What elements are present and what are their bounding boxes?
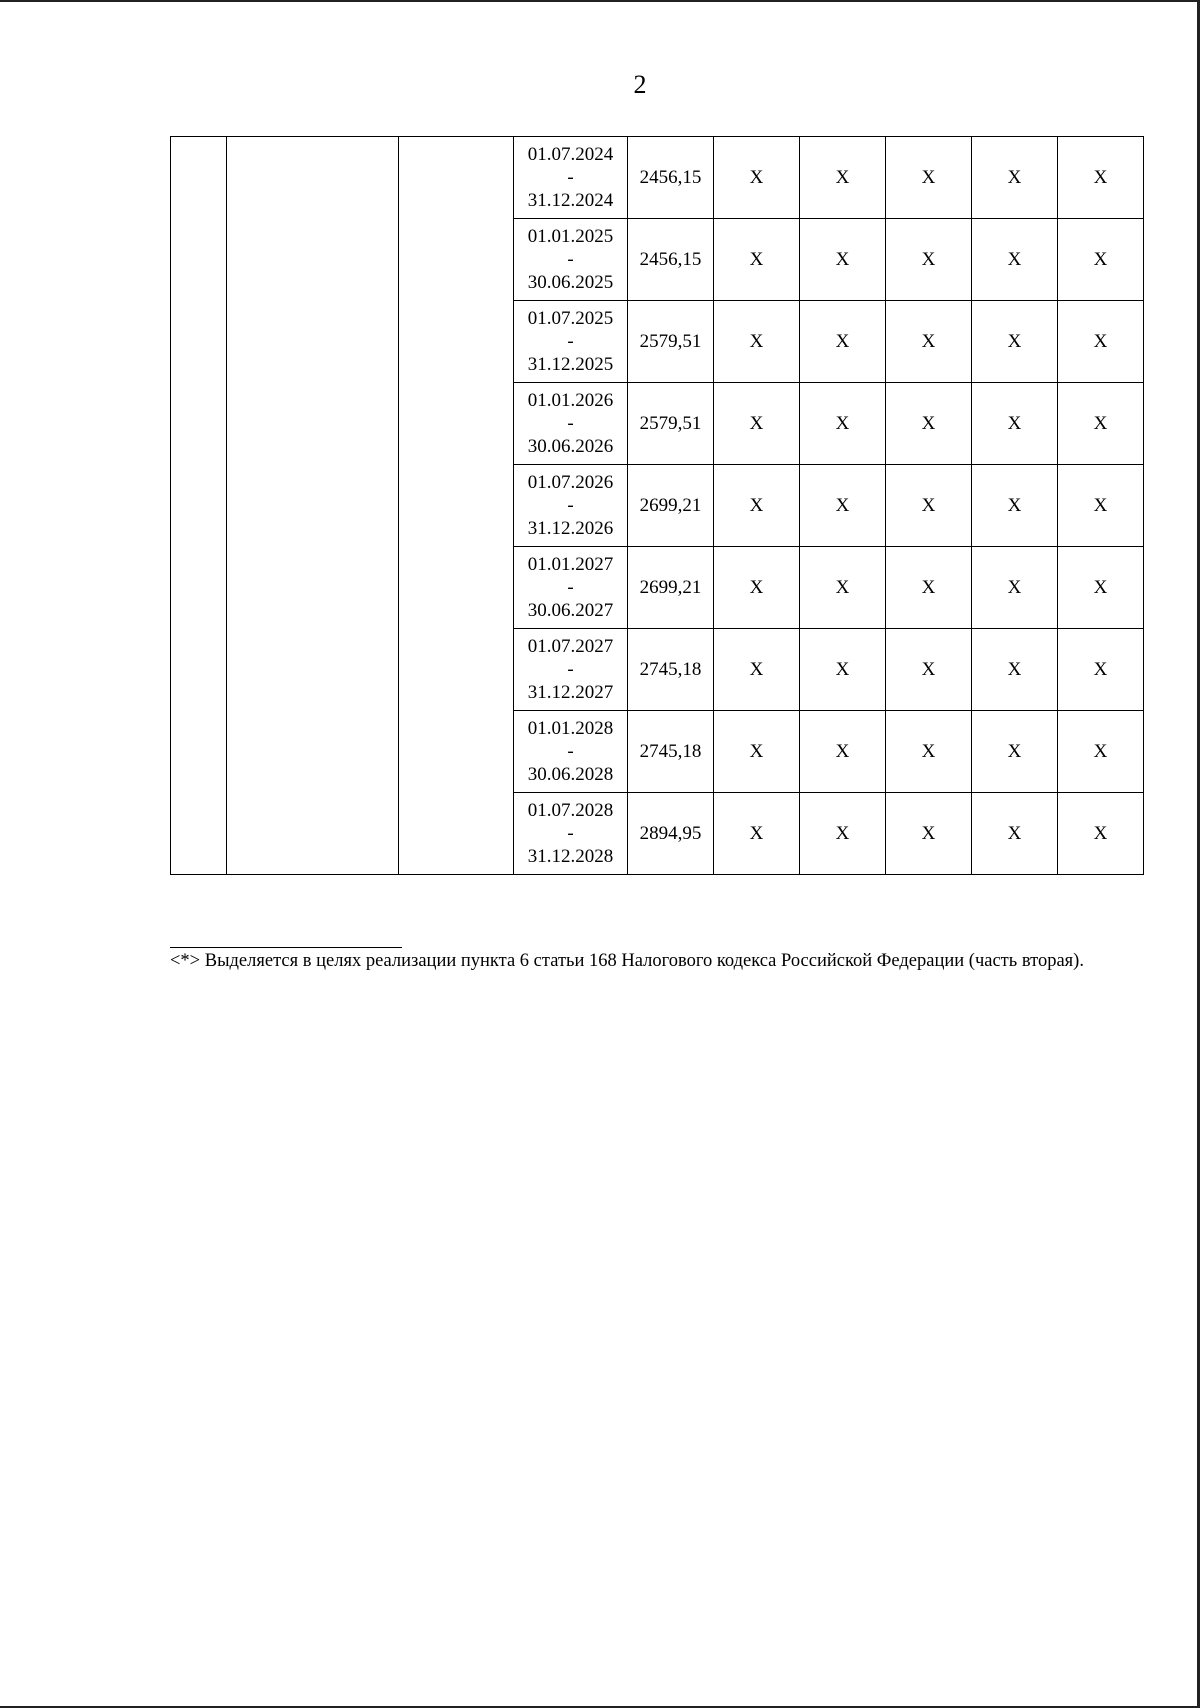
x-mark-cell: X	[972, 711, 1058, 793]
x-mark-cell: X	[714, 301, 800, 383]
x-mark-cell: X	[800, 137, 886, 219]
x-mark-cell: X	[1058, 793, 1144, 875]
period-end: 30.06.2026	[527, 436, 614, 457]
price-cell: 2699,21	[628, 547, 714, 629]
x-mark-cell: X	[886, 547, 972, 629]
x-mark-cell: X	[714, 547, 800, 629]
x-mark-cell: X	[800, 301, 886, 383]
x-mark-cell: X	[800, 219, 886, 301]
period-start: 01.01.2027	[527, 554, 614, 575]
dash: -	[567, 167, 574, 188]
x-mark-cell: X	[1058, 301, 1144, 383]
x-mark-cell: X	[886, 629, 972, 711]
footnote: <*> Выделяется в целях реализации пункта 6 статьи 168 Налогового кодекса Российской Федерации (часть вторая).	[170, 951, 1084, 971]
dash: -	[567, 823, 574, 844]
x-mark-cell: X	[714, 793, 800, 875]
x-mark-cell: X	[886, 219, 972, 301]
period-end: 30.06.2027	[527, 600, 614, 621]
price-cell: 2894,95	[628, 793, 714, 875]
period-start: 01.07.2025	[527, 308, 614, 329]
x-mark-cell: X	[714, 219, 800, 301]
price-cell: 2745,18	[628, 711, 714, 793]
dash: -	[567, 495, 574, 516]
dash: -	[567, 249, 574, 270]
price-cell: 2745,18	[628, 629, 714, 711]
page-number: 2	[633, 70, 647, 99]
x-mark-cell: X	[800, 547, 886, 629]
period-cell	[514, 547, 628, 629]
x-mark-cell: X	[1058, 219, 1144, 301]
x-mark-cell: X	[714, 629, 800, 711]
x-mark-cell: X	[714, 383, 800, 465]
price-cell: 2456,15	[628, 219, 714, 301]
x-mark-cell: X	[714, 137, 800, 219]
x-mark-cell: X	[714, 465, 800, 547]
dash: -	[567, 741, 574, 762]
x-mark-cell: X	[972, 629, 1058, 711]
x-mark-cell: X	[886, 793, 972, 875]
table-body	[171, 137, 1144, 875]
x-mark-cell: X	[800, 465, 886, 547]
x-mark-cell: X	[886, 711, 972, 793]
period-end: 31.12.2027	[527, 682, 614, 703]
x-mark-cell: X	[800, 629, 886, 711]
price-cell: 2699,21	[628, 465, 714, 547]
x-mark-cell: X	[972, 793, 1058, 875]
dash: -	[567, 577, 574, 598]
x-mark-cell: X	[800, 793, 886, 875]
x-mark-cell: X	[972, 137, 1058, 219]
period-end: 30.06.2025	[527, 272, 614, 293]
x-mark-cell: X	[1058, 711, 1144, 793]
period-start: 01.01.2028	[527, 718, 614, 739]
x-mark-cell: X	[800, 711, 886, 793]
period-end: 31.12.2028	[527, 846, 614, 867]
period-end: 30.06.2028	[527, 764, 614, 785]
x-mark-cell: X	[886, 137, 972, 219]
period-cell	[514, 301, 628, 383]
x-mark-cell: X	[972, 547, 1058, 629]
price-cell: 2579,51	[628, 383, 714, 465]
x-mark-cell: X	[972, 219, 1058, 301]
empty-cell-col1	[171, 137, 227, 875]
period-start: 01.07.2024	[527, 144, 614, 165]
price-cell: 2456,15	[628, 137, 714, 219]
dash: -	[567, 331, 574, 352]
period-cell	[514, 711, 628, 793]
period-end: 31.12.2025	[527, 354, 614, 375]
x-mark-cell: X	[1058, 465, 1144, 547]
period-start: 01.07.2027	[527, 636, 614, 657]
period-cell	[514, 793, 628, 875]
empty-cell-col3	[399, 137, 514, 875]
empty-cell-col2	[227, 137, 399, 875]
x-mark-cell: X	[1058, 547, 1144, 629]
period-cell	[514, 629, 628, 711]
period-cell	[514, 219, 628, 301]
x-mark-cell: X	[714, 711, 800, 793]
x-mark-cell: X	[886, 383, 972, 465]
footnote-separator	[170, 947, 402, 948]
period-start: 01.07.2026	[527, 472, 614, 493]
period-cell	[514, 383, 628, 465]
x-mark-cell: X	[1058, 629, 1144, 711]
period-end: 31.12.2024	[527, 190, 614, 211]
x-mark-cell: X	[972, 383, 1058, 465]
table-row	[171, 137, 1144, 219]
x-mark-cell: X	[972, 301, 1058, 383]
x-mark-cell: X	[1058, 137, 1144, 219]
x-mark-cell: X	[886, 465, 972, 547]
period-start: 01.01.2026	[527, 390, 614, 411]
x-mark-cell: X	[800, 383, 886, 465]
x-mark-cell: X	[1058, 383, 1144, 465]
period-end: 31.12.2026	[527, 518, 614, 539]
x-mark-cell: X	[886, 301, 972, 383]
dash: -	[567, 413, 574, 434]
price-cell: 2579,51	[628, 301, 714, 383]
period-cell	[514, 465, 628, 547]
period-start: 01.01.2025	[527, 226, 614, 247]
x-mark-cell: X	[972, 465, 1058, 547]
period-start: 01.07.2028	[527, 800, 614, 821]
tariff-table	[170, 136, 1144, 875]
period-cell	[514, 137, 628, 219]
dash: -	[567, 659, 574, 680]
